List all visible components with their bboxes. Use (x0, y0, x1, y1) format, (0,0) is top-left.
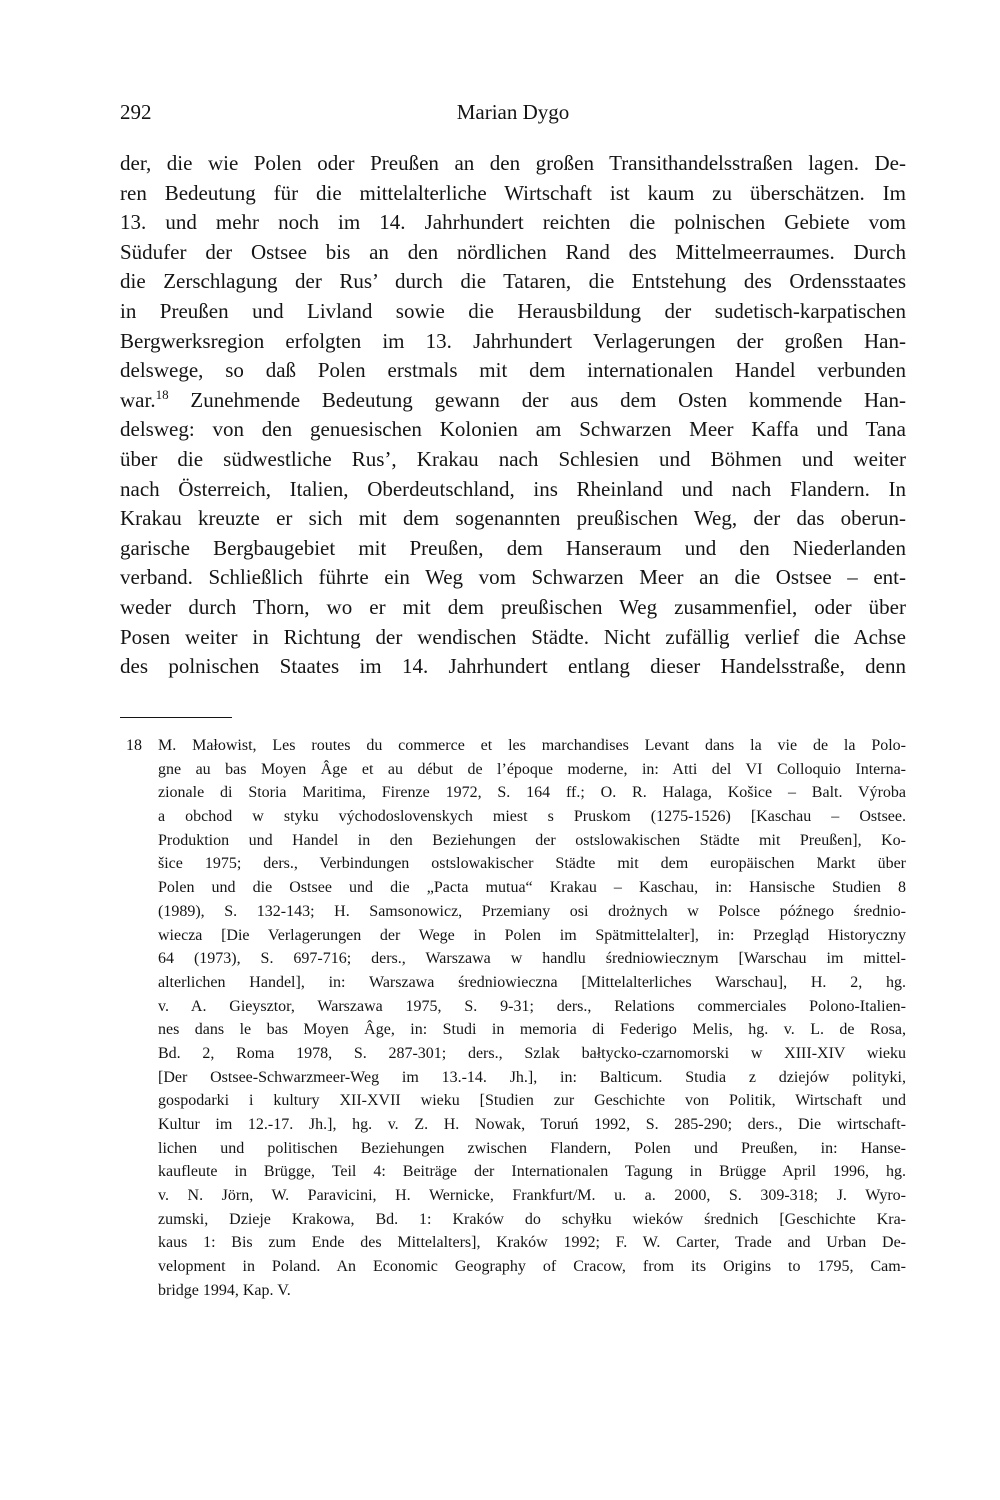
footnote-line: nes dans le bas Moyen Âge, in: Studi in memoria di Federigo Melis, hg. v. L. de Rosa, (158, 1021, 906, 1039)
footnote-line: 64 (1973), S. 697-716; ders., Warszawa w handlu średniowiecznym [Warschau im mittel- (158, 950, 906, 968)
footnote-line: Kultur im 12.-17. Jh.], hg. v. Z. H. Nowak, Toruń 1992, S. 285-290; ders., Die wirtschaft- (158, 1116, 906, 1133)
body-line: 13. und mehr noch im 14. Jahrhundert reichten die polnischen Gebiete vom (120, 210, 906, 235)
footnote-line: kaufleute in Brügge, Teil 4: Beiträge der Internationalen Tagung in Brügge April 1996, hg. (158, 1163, 906, 1181)
footnote-line: v. A. Gieysztor, Warszawa 1975, S. 9-31; ders., Relations commerciales Polono-Italien- (158, 997, 906, 1015)
footnote-line: gospodarki i kultury XII-XVII wieku [Studien zur Geschichte von Politik, Wirtschaft und (158, 1092, 906, 1110)
page-number: 292 (120, 100, 152, 124)
footnote-line: wiecza [Die Verlagerungen der Wege in Polen im Spätmittelalter], in: Przegląd Historyczny (158, 926, 906, 944)
running-head (120, 100, 906, 130)
footnote-line: kaus 1: Bis zum Ende des Mittelalters], Kraków 1992; F. W. Carter, Trade and Urban De- (158, 1234, 906, 1252)
body-line: Posen weiter in Richtung der wendischen Städte. Nicht zufällig verlief die Achse (120, 624, 906, 649)
body-line: verband. Schließlich führte ein Weg vom Schwarzen Meer an die Ostsee – ent- (120, 565, 906, 590)
footnote-line: zionale di Storia Maritima, Firenze 1972, S. 164 ff.; O. R. Halaga, Košice – Balt. Výroba (158, 784, 906, 802)
footnote-line: šice 1975; ders., Verbindungen ostslowakischer Städte mit dem europäischen Markt über (158, 855, 906, 873)
body-line: über die südwestliche Rus’, Krakau nach Schlesien und Böhmen und weiter (120, 446, 906, 471)
body-text (120, 149, 906, 682)
body-line: Südufer der Ostsee bis an den nördlichen Rand des Mittelmeerraumes. Durch (120, 239, 906, 264)
footnote-line: Produktion und Handel in den Beziehungen der ostslowakischen Städte mit Preußen], Ko- (158, 831, 906, 849)
body-line: Bergwerksregion erfolgten im 13. Jahrhundert Verlagerungen der großen Han- (120, 328, 906, 353)
footnote-text (158, 734, 906, 1303)
footnote-line: velopment in Poland. An Economic Geography of Cracow, from its Origins to 1795, Cam- (158, 1258, 906, 1276)
footnote-line: gne au bas Moyen Âge et au début de l’époque moderne, in: Atti del VI Colloquio Interna- (158, 760, 906, 778)
body-line: des polnischen Staates im 14. Jahrhundert entlang dieser Handelsstraße, denn (120, 654, 906, 679)
body-line: der, die wie Polen oder Preußen an den großen Transithandelsstraßen lagen. De- (120, 151, 906, 175)
body-line-word: war. (120, 387, 156, 412)
footnote-divider (120, 717, 232, 718)
body-line: die Zerschlagung der Rus’ durch die Tataren, die Entstehung des Ordensstaates (120, 269, 906, 294)
footnote-reference[interactable]: 18 (155, 386, 169, 402)
footnote-line: zumski, Dzieje Krakowa, Bd. 1: Kraków do schyłku wieków średnich [Geschichte Kra- (158, 1210, 906, 1228)
body-line: garische Bergbaugebiet mit Preußen, dem Hanseraum und den Niederlanden (120, 535, 906, 560)
footnote-line: Bd. 2, Roma 1978, S. 287-301; ders., Szlak bałtycko-czarnomorski w XIII-XIV wieku (158, 1044, 906, 1062)
body-line: ren Bedeutung für die mittelalterliche Wirtschaft ist kaum zu überschätzen. Im (120, 180, 906, 205)
footnote-line: Polen und die Ostsee und die „Pacta mutua“ Krakau – Kaschau, in: Hansische Studien 8 (158, 879, 906, 897)
footnote-line: v. N. Jörn, W. Paravicini, H. Wernicke, Frankfurt/M. u. a. 2000, S. 309-318; J. Wyro- (158, 1187, 906, 1205)
body-line: nach Österreich, Italien, Oberdeutschland, ins Rheinland und nach Flandern. In (120, 476, 906, 501)
body-line-text: Zunehmende Bedeutung gewann der aus dem Osten kommende Han- (190, 387, 906, 412)
running-head-author: Marian Dygo (456, 100, 570, 124)
body-line: Krakau kreuzte er sich mit dem sogenannten preußischen Weg, der das oberun- (120, 506, 906, 531)
body-line-with-footnote-ref (120, 386, 906, 416)
footnote-line: alterlichen Handel], in: Warszawa średniowieczna [Mittelalterliches Warschau], H. 2, hg. (158, 973, 906, 991)
body-line: delswege, so daß Polen erstmals mit dem internationalen Handel verbunden (120, 358, 906, 383)
footnote-line: M. Małowist, Les routes du commerce et les marchandises Levant dans la vie de la Polo- (158, 737, 906, 754)
footnote-line: lichen und politischen Beziehungen zwischen Flandern, Polen und Preußen, in: Hanse- (158, 1139, 906, 1157)
footnote-line: (1989), S. 132-143; H. Samsonowicz, Przemiany osi drożnych w Polsce późnego średnio- (158, 902, 906, 920)
body-line: in Preußen und Livland sowie die Herausbildung der sudetisch-karpatischen (120, 298, 906, 323)
footnote-line: [Der Ostsee-Schwarzmeer-Weg im 13.-14. Jh.], in: Balticum. Studia z dziejów polityki, (158, 1068, 906, 1086)
body-line: delsweg: von den genuesischen Kolonien am Schwarzen Meer Kaffa und Tana (120, 417, 906, 442)
body-line: weder durch Thorn, wo er mit dem preußischen Weg zusammenfiel, oder über (120, 594, 906, 619)
footnote-line: bridge 1994, Kap. V. (158, 1281, 291, 1299)
footnote-number: 18 (126, 737, 142, 754)
footnote-line: a obchod w styku východoslovenskych miest s Pruskom (1275-1526) [Kaschau – Ostsee. (158, 808, 906, 826)
